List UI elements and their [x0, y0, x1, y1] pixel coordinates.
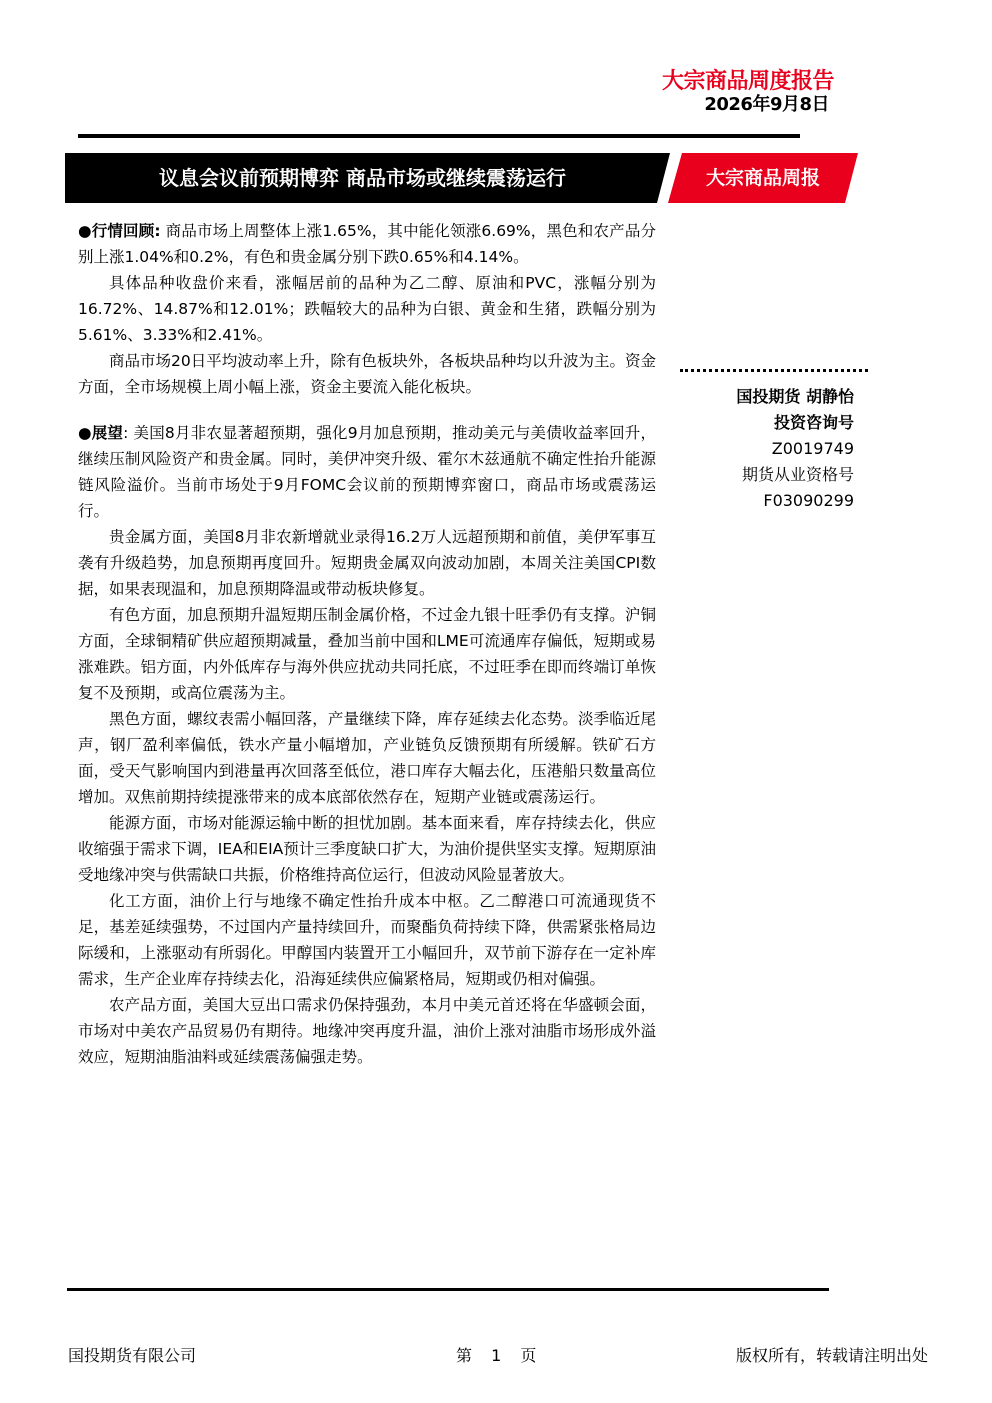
- headline: 议息会议前预期博弈 商品市场或继续震荡运行: [159, 166, 566, 190]
- analyst-name: 国投期货 胡静怡: [736, 387, 854, 406]
- analyst-license-number: Z0019749: [771, 439, 854, 458]
- outlook-chemicals: 化工方面，油价上行与地缘不确定性抬升成本中枢。乙二醇港口可流通现货不足，基差延续强势，不过国内产量持续回升，而聚酯负荷持续下降，供需紧张格局边际缓和，上涨驱动有所弱化。甲醇国内装置开工小幅回升，双节前下游存在一定补库需求，生产企业库存持续去化，沿海延续供应偏紧格局，短期或仍相对偏强。: [78, 892, 656, 988]
- review-paragraph-3: 商品市场20日平均波动率上升，除有色板块外，各板块品种均以升波为主。资金方面，全市场规模上周小幅上涨，资金主要流入能化板块。: [78, 352, 656, 396]
- top-divider: [78, 134, 800, 138]
- analyst-license-label: 投资咨询号: [773, 413, 854, 432]
- footer-page-number: 第 1 页: [456, 1346, 537, 1365]
- outlook-agriculture: 农产品方面，美国大豆出口需求仍保持强劲，本月中美元首还将在华盛顿会面，市场对中美农产品贸易仍有期待。地缘冲突再度升温，油价上涨对油脂市场形成外溢效应，短期油脂油料或延续震荡偏强走势。: [78, 996, 656, 1066]
- review-label: ●行情回顾:: [78, 222, 161, 240]
- sidebar-dotted-divider: [680, 369, 868, 372]
- outlook-paragraph-1: ●展望: 美国8月非农显著超预期，强化9月加息预期，推动美元与美债收益率回升，继续压制风险资产和贵金属。同时，美伊冲突升级、霍尔木兹通航不确定性抬升能源链风险溢价。当前市场处于9月FOMC会议前的预期博弈窗口，商品市场或震荡运行。: [78, 424, 656, 520]
- report-body: [78, 218, 656, 1070]
- review-paragraph-1: ●行情回顾: 商品市场上周整体上涨1.65%，其中能化领涨6.69%，黑色和农产品分别上涨1.04%和0.2%，有色和贵金属分别下跌0.65%和4.14%。: [78, 222, 656, 266]
- footer-copyright: 版权所有，转载请注明出处: [735, 1346, 928, 1365]
- outlook-energy: 能源方面，市场对能源运输中断的担忧加剧。基本面来看，库存持续去化，供应收缩强于需求下调，IEA和EIA预计三季度缺口扩大，为油价提供坚实支撑。短期原油受地缘冲突与供需缺口共振，价格维持高位运行，但波动风险显著放大。: [78, 814, 656, 884]
- category-tag: 大宗商品周报: [705, 167, 820, 189]
- outlook-nonferrous: 有色方面，加息预期升温短期压制金属价格，不过金九银十旺季仍有支撑。沪铜方面，全球铜精矿供应超预期减量，叠加当前中国和LME可流通库存偏低，短期或易涨难跌。铝方面，内外低库存与海外供应扰动共同托底，不过旺季在即而终端订单恢复不及预期，或高位震荡为主。: [78, 606, 656, 702]
- outlook-label: ●展望: [78, 424, 124, 442]
- bottom-divider: [67, 1288, 829, 1291]
- analyst-qualification-number: F03090299: [763, 491, 854, 510]
- outlook-ferrous: 黑色方面，螺纹表需小幅回落，产量继续下降，库存延续去化态势。淡季临近尾声，钢厂盈利率偏低，铁水产量小幅增加，产业链负反馈预期有所缓解。铁矿石方面，受天气影响国内到港量再次回落至低位，港口库存大幅去化，压港船只数量高位增加。双焦前期持续提涨带来的成本底部依然存在，短期产业链或震荡运行。: [78, 710, 656, 806]
- outlook-precious-metals: 贵金属方面，美国8月非农新增就业录得16.2万人远超预期和前值，美伊军事互袭有升级趋势，加息预期再度回升。短期贵金属双向波动加剧，本周关注美国CPI数据，如果表现温和，加息预期降温或带动板块修复。: [78, 528, 656, 598]
- report-date: 2026年9月8日: [704, 94, 829, 115]
- report-title: 大宗商品周度报告: [661, 69, 834, 94]
- footer-company: 国投期货有限公司: [68, 1346, 197, 1365]
- analyst-info: [680, 384, 854, 514]
- review-paragraph-2: 具体品种收盘价来看，涨幅居前的品种为乙二醇、原油和PVC，涨幅分别为16.72%、14.87%和12.01%；跌幅较大的品种为白银、黄金和生猪，跌幅分别为5.61%、3.33%和2.41%。: [78, 274, 656, 344]
- analyst-qualification-label: 期货从业资格号: [741, 465, 854, 484]
